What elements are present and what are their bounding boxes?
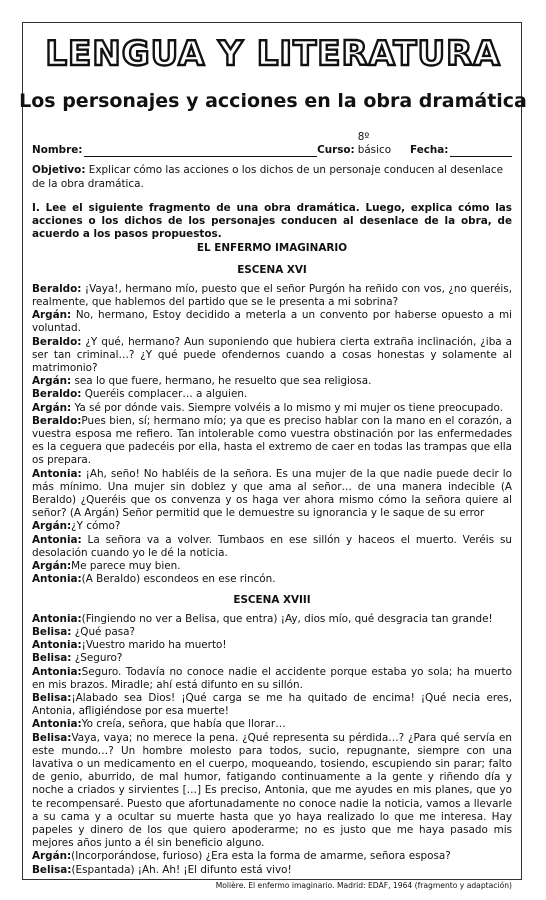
dialog-text: Seguro. Todavía no conoce nadie el accidente porque estaba yo sola; ha muerto en mis brazos. Miradle; ahí está difunto en su sillón. (32, 665, 512, 691)
scene-title-xvi: ESCENA XVI (237, 263, 307, 276)
objective: Objetivo: Explicar cómo las acciones o los dichos de un personaje conducen al desenlace de la obra dramática. (32, 164, 504, 190)
worksheet-body (32, 131, 512, 892)
dialog-line (32, 309, 512, 335)
dialog-line (32, 732, 512, 851)
play-title: EL ENFERMO IMAGINARIO (196, 242, 348, 255)
speaker-name: Antonia: (32, 612, 82, 625)
dialog-text: (Espantada) ¡Ah. Ah! ¡El difunto está vivo! (71, 863, 292, 876)
dialog-text: La señora va a volver. Tumbaos en ese sillón y haceos el muerto. Veréis su desolación cuando yo le dé la noticia. (32, 533, 512, 559)
dialog-line (32, 468, 512, 521)
dialog-text: sea lo que fuere, hermano, he resuelto que sea religiosa. (71, 375, 372, 388)
page-subtitle: Los personajes y acciones en la obra dramática (19, 90, 527, 112)
dialog-text: ¡Alabado sea Dios! ¡Qué carga se me ha quitado de encima! ¡Qué necia eres, Antonia, afligiéndose por esa muerte! (32, 691, 512, 718)
date-field-line[interactable] (450, 146, 512, 157)
speaker-name: Beraldo: (32, 414, 82, 427)
date-label: Fecha: (410, 144, 449, 157)
speaker-name: Beraldo: (32, 335, 82, 348)
dialog-line (32, 666, 512, 692)
speaker-name: Antonia: (32, 533, 82, 546)
speaker-name: Belisa: (32, 652, 72, 665)
speaker-name: Antonia: (32, 467, 82, 480)
speaker-name: Argán: (32, 401, 72, 414)
source-citation: Molière. El enfermo imaginario. Madrid: EDAF, 1964 (fragmento y adaptación) (215, 880, 512, 890)
dialog-line (32, 520, 512, 533)
speaker-name: Argán: (32, 309, 72, 322)
dialog-line (32, 560, 512, 573)
dialog-text: Ya sé por dónde vais. Siempre volvéis a lo mismo y mi mujer os tiene preocupado. (71, 401, 503, 414)
instruction-text: I. Lee el siguiente fragmento de una obra dramática. Luego, explica cómo las acciones o los dichos de los personajes conducen al desenlace de la obra, de acuerdo a los pasos propuestos. (32, 201, 512, 241)
speaker-name: Beraldo: (32, 388, 82, 401)
dialog-line (32, 692, 512, 718)
dialog-text: ¡Vuestro marido ha muerto! (81, 639, 227, 652)
dialog-line (32, 613, 512, 626)
name-label: Nombre: (32, 144, 83, 157)
dialog-line (32, 864, 512, 877)
dialog-text: ¿Qué pasa? (71, 625, 135, 638)
speaker-name: Argán: (32, 560, 72, 573)
dialog-text: Pues bien, sí; hermano mío; ya que es preciso hablar con la mano en el corazón, a vuestra esposa me refiero. Tan intolerable como vuestra obstinación por las enfermedades es la ceguera que padecéis por ella, hasta el extremo de caer en todas las trampas que ella os prepara. (32, 414, 512, 467)
speaker-name: Antonia: (32, 718, 82, 731)
dialog-line (32, 850, 512, 863)
dialog-text: Vaya, vaya; no merece la pena. ¿Qué representa su pérdida…? ¿Para qué servía en este mundo…? Un hombre molesto para todos, sucio, repugnante, siempre con una lavativa o un medicamento en el cuerpo, moqueando, tosiendo, escupiendo sin parar; falto de genio, aburrido, de mal humor, fatigando continuamente a la gente y riñendo día y noche a criados y sirvientes […] Es preciso, Antonia, que me ayudes en mis planes, que yo te recompensaré. Puesto que afortunadamente no conoce nadie la noticia, vamos a llevarle a su cama y a ocultar su muerte hasta que yo haya realizado lo que me interesa. Hay papeles y dinero de los que quiero apoderarme; no es justo que me haya pasado mis mejores años junto a él sin beneficio alguno. (32, 731, 512, 850)
dialog-text: ¡Ah, seño! No habléis de la señora. Es una mujer de la que nadie puede decir lo más mínimo. Una mujer sin doblez y que ama al señor… de una manera indecible (A Beraldo) ¿Queréis que os convenza y os haga ver ahora mismo cómo la señora quiere al señor? (A Argán) Señor permitid que le demuestre su ignorancia y le saque de su error (32, 467, 512, 520)
dialog-text: No, hermano, Estoy decidido a meterla a un convento por haberse opuesto a mi voluntad. (32, 309, 512, 335)
dialog-line (32, 573, 512, 586)
scene-title-xviii: ESCENA XVIII (233, 593, 311, 606)
dialog-text: ¿Y qué, hermano? Aun suponiendo que hubiera cierta extraña inclinación, ¿iba a ser tan criminal…? ¿Y qué puede ofendernos cuando a cosas honestas y solamente al matrimonio? (32, 335, 512, 375)
dialog-line (32, 375, 512, 388)
speaker-name: Argán: (32, 520, 72, 533)
speaker-name: Belisa: (32, 691, 72, 704)
speaker-name: Antonia: (32, 639, 82, 652)
course-value: 8º básico (357, 131, 392, 157)
speaker-name: Belisa: (32, 625, 72, 638)
speaker-name: Argán: (32, 850, 72, 863)
dialog-text: (Fingiendo no ver a Belisa, que entra) ¡Ay, dios mío, qué desgracia tan grande! (81, 612, 493, 625)
scene-xvi-dialog (32, 283, 512, 587)
dialog-line (32, 336, 512, 376)
dialog-text: Me parece muy bien. (71, 560, 181, 573)
name-field-line[interactable] (84, 146, 317, 157)
dialog-line (32, 415, 512, 468)
dialog-text: Queréis complacer… a alguien. (81, 388, 248, 401)
dialog-line (32, 388, 512, 401)
dialog-text: ¡Vaya!, hermano mío, puesto que el señor Purgón ha reñido con vos, ¿no queréis, realmente, que hablemos del partido que se le presenta a mi sobrina? (32, 282, 512, 309)
dialog-text: Yo creía, señora, que había que llorar… (81, 718, 286, 731)
speaker-name: Belisa: (32, 731, 72, 744)
dialog-text: ¿Seguro? (71, 652, 123, 665)
dialog-line (32, 626, 512, 639)
dialog-line (32, 402, 512, 415)
dialog-line (32, 534, 512, 560)
dialog-text: (Incorporándose, furioso) ¿Era esta la forma de amarme, señora esposa? (71, 850, 451, 863)
student-info-row (32, 131, 512, 157)
dialog-line (32, 639, 512, 652)
speaker-name: Antonia: (32, 573, 82, 586)
dialog-line (32, 718, 512, 731)
dialog-text: ¿Y cómo? (71, 520, 121, 533)
dialog-line (32, 283, 512, 309)
speaker-name: Argán: (32, 375, 72, 388)
speaker-name: Beraldo: (32, 282, 82, 295)
dialog-text: (A Beraldo) escondeos en ese rincón. (81, 573, 276, 586)
speaker-name: Antonia: (32, 665, 82, 678)
course-label: Curso: (317, 144, 355, 157)
scene-xviii-dialog (32, 613, 512, 877)
dialog-line (32, 652, 512, 665)
speaker-name: Belisa: (32, 863, 72, 876)
page-title: LENGUA Y LITERATURA (45, 34, 501, 74)
